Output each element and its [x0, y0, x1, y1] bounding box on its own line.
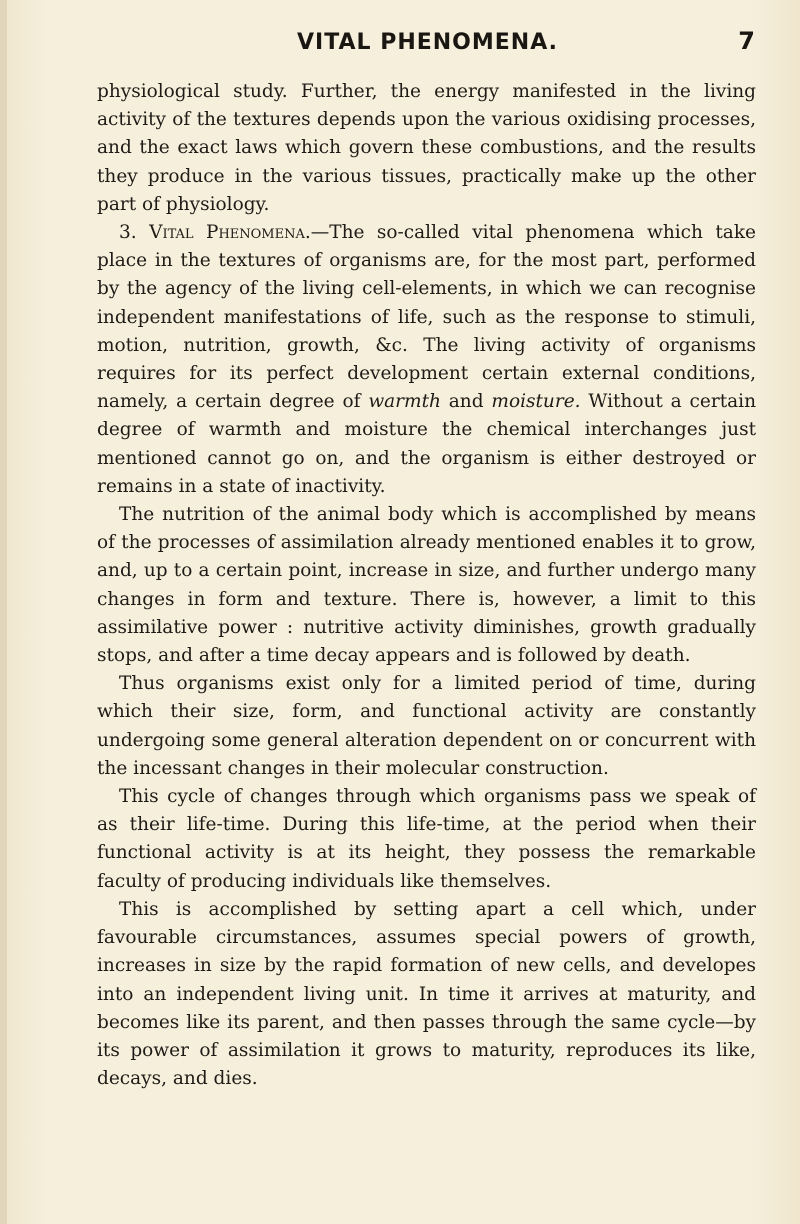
paragraph-2-conjunction: and	[440, 391, 492, 413]
page-body	[97, 78, 756, 1093]
running-header	[100, 22, 755, 60]
page-left-edge	[0, 0, 7, 1224]
paragraph-1: physiological study. Further, the energy manifested in the living activity of the textures depends upon the various oxidising processes, and the exact laws which govern these combustions, and the results they produce in the various tissues, practically make up the other part of physiology.	[97, 81, 756, 215]
paragraph-5: This cycle of changes through which organisms pass we speak of as their life-time. During this life-time, at the period when their functional activity is at its height, they possess the remarkable faculty of producing individuals like themselves.	[97, 786, 756, 892]
page-number: 7	[738, 27, 755, 55]
emphasis-moisture: moisture.	[491, 391, 581, 413]
emphasis-warmth: warmth	[368, 391, 441, 413]
paragraph-2-text-end: Without a certain degree of warmth and moisture the chemical interchanges just mentioned cannot go on, and the organism is either destroyed or remains in a state of inactivity.	[97, 391, 756, 497]
paragraph-2-text-start: —The so-called vital phenomena which take place in the textures of organisms are, for the most part, performed by the agency of the living cell-elements, in which we can recognise independent manifestations of life, such as the response to stimuli, motion, nutrition, growth, &c. The living activity of organisms requires for its perfect development certain external conditions, namely, a certain degree of	[97, 222, 756, 413]
section-number: 3.	[119, 222, 137, 244]
paragraph-4: Thus organisms exist only for a limited period of time, during which their size, form, and functional activity are constantly undergoing some general alteration dependent on or concurrent with the incessant changes in their molecular construction.	[97, 673, 756, 779]
paragraph-3: The nutrition of the animal body which is accomplished by means of the processes of assimilation already mentioned enables it to grow, and, up to a certain point, increase in size, and further undergo many changes in form and texture. There is, however, a limit to this assimilative power : nutritive activity diminishes, growth gradually stops, and after a time decay appears and is followed by death.	[97, 504, 756, 667]
running-title: VITAL PHENOMENA.	[296, 30, 559, 55]
section-heading: Vital Phenomena.	[149, 222, 311, 244]
paragraph-2	[97, 219, 756, 501]
paragraph-6: This is accomplished by setting apart a cell which, under favourable circumstances, assumes special powers of growth, increases in size by the rapid formation of new cells, and developes into an independent living unit. In time it arrives at maturity, and becomes like its parent, and then passes through the same cycle—by its power of assimilation it grows to maturity, reproduces its like, decays, and dies.	[97, 898, 756, 1090]
